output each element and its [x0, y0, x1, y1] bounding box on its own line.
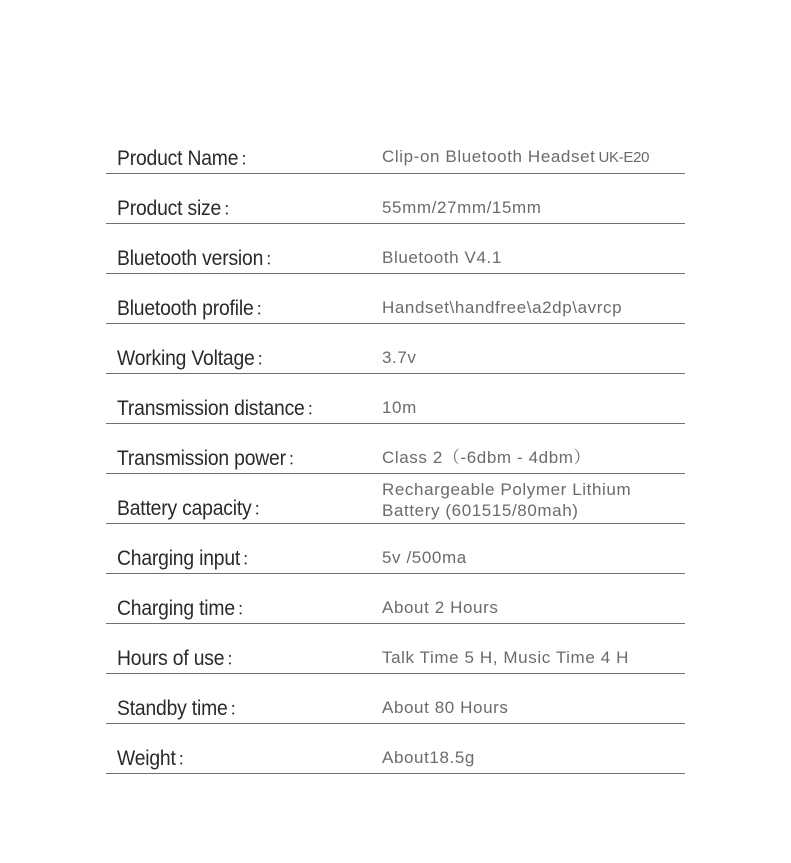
spec-value: Clip-on Bluetooth Headset UK-E20: [382, 147, 650, 166]
spec-label: Working Voltage ：: [117, 347, 273, 370]
spec-value: Bluetooth V4.1: [382, 248, 502, 267]
spec-label: Charging time ：: [117, 597, 254, 620]
spec-row-hours-of-use: [106, 624, 685, 674]
spec-label: Standby time ：: [117, 697, 246, 720]
spec-value: 3.7v: [382, 348, 417, 367]
spec-row-transmission-distance: [106, 374, 685, 424]
spec-label: Hours of use ：: [117, 647, 243, 670]
model-number: UK-E20: [598, 149, 650, 166]
spec-value: About18.5g: [382, 748, 475, 767]
spec-row-bluetooth-profile: [106, 274, 685, 324]
spec-row-bluetooth-version: [106, 224, 685, 274]
spec-value: About 80 Hours: [382, 698, 509, 717]
spec-row-working-voltage: [106, 324, 685, 374]
spec-label: Weight ：: [117, 747, 194, 770]
spec-label: Bluetooth version ：: [117, 247, 282, 270]
spec-value: About 2 Hours: [382, 598, 499, 617]
spec-value: 10m: [382, 398, 417, 417]
spec-value: Talk Time 5 H, Music Time 4 H: [382, 648, 629, 667]
spec-table: [106, 124, 685, 774]
spec-row-charging-time: [106, 574, 685, 624]
spec-value: Handset\handfree\a2dp\avrcp: [382, 298, 623, 317]
spec-value: Class 2（-6dbm - 4dbm）: [382, 448, 592, 467]
spec-value: 5v /500ma: [382, 548, 467, 567]
spec-value: Rechargeable Polymer Lithium Battery (601515/80mah): [382, 480, 632, 520]
spec-value: 55mm/27mm/15mm: [382, 198, 542, 217]
spec-row-transmission-power: [106, 424, 685, 474]
spec-row-weight: [106, 724, 685, 774]
spec-label: Product Name ：: [117, 147, 257, 170]
spec-row-standby-time: [106, 674, 685, 724]
spec-row-battery-capacity: [106, 474, 685, 524]
spec-label: Bluetooth profile ：: [117, 297, 272, 320]
spec-row-product-size: [106, 174, 685, 224]
spec-label: Charging input ：: [117, 547, 259, 570]
spec-row-product-name: [106, 124, 685, 174]
spec-label: Transmission distance ：: [117, 397, 323, 420]
spec-label: Product size ：: [117, 197, 240, 220]
spec-label: Transmission power ：: [117, 447, 305, 470]
spec-row-charging-input: [106, 524, 685, 574]
spec-label: Battery capacity ：: [117, 497, 270, 520]
